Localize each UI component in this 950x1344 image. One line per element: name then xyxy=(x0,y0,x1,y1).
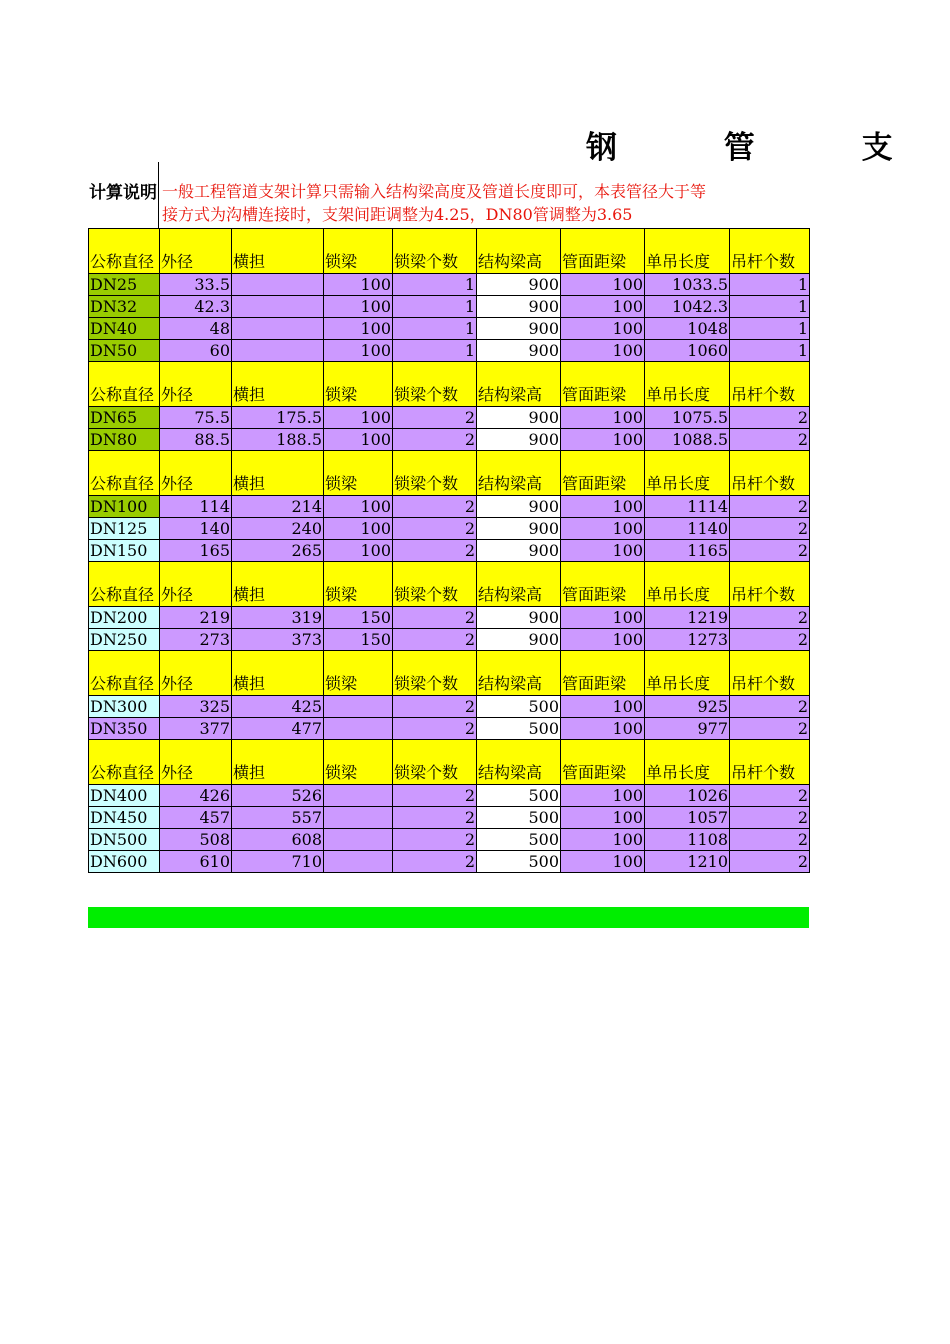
header-row xyxy=(89,451,810,496)
header-lock-beam[interactable]: 锁梁 xyxy=(324,451,393,496)
cell-crossbar[interactable] xyxy=(232,296,324,318)
cell-hanger-length[interactable]: 1026 xyxy=(645,785,730,807)
header-beam-height[interactable]: 结构梁高 xyxy=(477,562,561,607)
cell-lock-beam-count[interactable]: 2 xyxy=(393,429,477,451)
header-crossbar[interactable]: 横担 xyxy=(232,562,324,607)
cell-pipe-to-beam[interactable]: 100 xyxy=(561,429,645,451)
cell-crossbar[interactable]: 425 xyxy=(232,696,324,718)
header-outer-diameter[interactable]: 外径 xyxy=(160,740,232,785)
cell-lock-beam[interactable] xyxy=(324,829,393,851)
cell-crossbar[interactable]: 265 xyxy=(232,540,324,562)
table-row xyxy=(89,496,810,518)
header-crossbar[interactable]: 横担 xyxy=(232,451,324,496)
cell-nominal-diameter[interactable]: DN100 xyxy=(89,496,160,518)
cell-rod-count[interactable]: 2 xyxy=(730,429,810,451)
cell-outer-diameter[interactable]: 426 xyxy=(160,785,232,807)
header-outer-diameter[interactable]: 外径 xyxy=(160,362,232,407)
cell-lock-beam[interactable]: 100 xyxy=(324,429,393,451)
header-rod-count[interactable]: 吊杆个数 xyxy=(730,451,810,496)
cell-crossbar[interactable] xyxy=(232,274,324,296)
table-row xyxy=(89,340,810,362)
cell-beam-height[interactable]: 900 xyxy=(477,407,561,429)
cell-nominal-diameter[interactable]: DN80 xyxy=(89,429,160,451)
cell-nominal-diameter[interactable]: DN400 xyxy=(89,785,160,807)
cell-crossbar[interactable]: 214 xyxy=(232,496,324,518)
note-text xyxy=(162,180,822,226)
header-lock-beam-count[interactable]: 锁梁个数 xyxy=(393,651,477,696)
cell-lock-beam[interactable]: 100 xyxy=(324,540,393,562)
cell-outer-diameter[interactable]: 33.5 xyxy=(160,274,232,296)
table-row xyxy=(89,407,810,429)
header-outer-diameter[interactable]: 外径 xyxy=(160,451,232,496)
table-row xyxy=(89,629,810,651)
cell-lock-beam[interactable]: 100 xyxy=(324,340,393,362)
cell-pipe-to-beam[interactable]: 100 xyxy=(561,807,645,829)
cell-hanger-length[interactable]: 1108 xyxy=(645,829,730,851)
header-nominal-diameter[interactable]: 公称直径 xyxy=(89,229,160,274)
cell-lock-beam[interactable]: 100 xyxy=(324,318,393,340)
cell-outer-diameter[interactable]: 219 xyxy=(160,607,232,629)
cell-pipe-to-beam[interactable]: 100 xyxy=(561,296,645,318)
cell-outer-diameter[interactable]: 273 xyxy=(160,629,232,651)
footer-bar xyxy=(88,907,809,928)
header-lock-beam-count[interactable]: 锁梁个数 xyxy=(393,451,477,496)
cell-outer-diameter[interactable]: 140 xyxy=(160,518,232,540)
header-lock-beam-count[interactable]: 锁梁个数 xyxy=(393,229,477,274)
cell-nominal-diameter[interactable]: DN40 xyxy=(89,318,160,340)
cell-lock-beam[interactable]: 100 xyxy=(324,496,393,518)
cell-hanger-length[interactable]: 1165 xyxy=(645,540,730,562)
header-row xyxy=(89,562,810,607)
header-hanger-length[interactable]: 单吊长度 xyxy=(645,229,730,274)
header-hanger-length[interactable]: 单吊长度 xyxy=(645,451,730,496)
cell-lock-beam-count[interactable]: 2 xyxy=(393,629,477,651)
table-body xyxy=(89,229,810,873)
cell-beam-height[interactable]: 900 xyxy=(477,496,561,518)
cell-lock-beam[interactable] xyxy=(324,807,393,829)
cell-nominal-diameter[interactable]: DN200 xyxy=(89,607,160,629)
cell-pipe-to-beam[interactable]: 100 xyxy=(561,696,645,718)
cell-rod-count[interactable]: 1 xyxy=(730,274,810,296)
cell-crossbar[interactable]: 710 xyxy=(232,851,324,873)
cell-lock-beam-count[interactable]: 2 xyxy=(393,540,477,562)
cell-beam-height[interactable]: 900 xyxy=(477,429,561,451)
cell-crossbar[interactable] xyxy=(232,340,324,362)
cell-outer-diameter[interactable]: 88.5 xyxy=(160,429,232,451)
cell-rod-count[interactable]: 2 xyxy=(730,807,810,829)
cell-crossbar[interactable]: 188.5 xyxy=(232,429,324,451)
divider xyxy=(158,162,159,228)
cell-beam-height[interactable]: 500 xyxy=(477,807,561,829)
cell-lock-beam-count[interactable]: 1 xyxy=(393,340,477,362)
table-row xyxy=(89,296,810,318)
cell-crossbar[interactable]: 319 xyxy=(232,607,324,629)
cell-pipe-to-beam[interactable]: 100 xyxy=(561,407,645,429)
cell-hanger-length[interactable]: 1273 xyxy=(645,629,730,651)
cell-pipe-to-beam[interactable]: 100 xyxy=(561,785,645,807)
header-row xyxy=(89,740,810,785)
cell-lock-beam[interactable] xyxy=(324,696,393,718)
header-nominal-diameter[interactable]: 公称直径 xyxy=(89,451,160,496)
header-rod-count[interactable]: 吊杆个数 xyxy=(730,562,810,607)
cell-crossbar[interactable]: 526 xyxy=(232,785,324,807)
cell-outer-diameter[interactable]: 42.3 xyxy=(160,296,232,318)
cell-hanger-length[interactable]: 977 xyxy=(645,718,730,740)
cell-nominal-diameter[interactable]: DN32 xyxy=(89,296,160,318)
cell-rod-count[interactable]: 1 xyxy=(730,296,810,318)
header-crossbar[interactable]: 横担 xyxy=(232,651,324,696)
cell-outer-diameter[interactable]: 48 xyxy=(160,318,232,340)
cell-hanger-length[interactable]: 1210 xyxy=(645,851,730,873)
cell-hanger-length[interactable]: 1060 xyxy=(645,340,730,362)
header-row xyxy=(89,651,810,696)
header-rod-count[interactable]: 吊杆个数 xyxy=(730,362,810,407)
cell-hanger-length[interactable]: 1140 xyxy=(645,518,730,540)
note-line-1: 一般工程管道支架计算只需输入结构梁高度及管道长度即可，本表管径大于等 xyxy=(162,182,707,201)
table-row xyxy=(89,518,810,540)
cell-hanger-length[interactable]: 1042.3 xyxy=(645,296,730,318)
cell-lock-beam[interactable] xyxy=(324,785,393,807)
cell-lock-beam-count[interactable]: 1 xyxy=(393,318,477,340)
header-rod-count[interactable]: 吊杆个数 xyxy=(730,651,810,696)
header-crossbar[interactable]: 横担 xyxy=(232,362,324,407)
cell-lock-beam-count[interactable]: 2 xyxy=(393,518,477,540)
cell-pipe-to-beam[interactable]: 100 xyxy=(561,540,645,562)
cell-beam-height[interactable]: 900 xyxy=(477,274,561,296)
cell-beam-height[interactable]: 900 xyxy=(477,629,561,651)
cell-hanger-length[interactable]: 1033.5 xyxy=(645,274,730,296)
cell-pipe-to-beam[interactable]: 100 xyxy=(561,318,645,340)
cell-nominal-diameter[interactable]: DN450 xyxy=(89,807,160,829)
header-beam-height[interactable]: 结构梁高 xyxy=(477,651,561,696)
cell-nominal-diameter[interactable]: DN125 xyxy=(89,518,160,540)
header-nominal-diameter[interactable]: 公称直径 xyxy=(89,562,160,607)
table-row xyxy=(89,696,810,718)
cell-hanger-length[interactable]: 1057 xyxy=(645,807,730,829)
cell-lock-beam-count[interactable]: 2 xyxy=(393,496,477,518)
table-row xyxy=(89,785,810,807)
header-beam-height[interactable]: 结构梁高 xyxy=(477,451,561,496)
header-lock-beam-count[interactable]: 锁梁个数 xyxy=(393,362,477,407)
cell-lock-beam-count[interactable]: 2 xyxy=(393,785,477,807)
cell-nominal-diameter[interactable]: DN600 xyxy=(89,851,160,873)
table-row xyxy=(89,318,810,340)
cell-pipe-to-beam[interactable]: 100 xyxy=(561,851,645,873)
cell-rod-count[interactable]: 2 xyxy=(730,851,810,873)
cell-outer-diameter[interactable]: 325 xyxy=(160,696,232,718)
header-nominal-diameter[interactable]: 公称直径 xyxy=(89,740,160,785)
cell-nominal-diameter[interactable]: DN25 xyxy=(89,274,160,296)
cell-outer-diameter[interactable]: 610 xyxy=(160,851,232,873)
header-crossbar[interactable]: 横担 xyxy=(232,740,324,785)
header-lock-beam-count[interactable]: 锁梁个数 xyxy=(393,740,477,785)
table-row xyxy=(89,829,810,851)
cell-pipe-to-beam[interactable]: 100 xyxy=(561,274,645,296)
cell-crossbar[interactable] xyxy=(232,318,324,340)
cell-rod-count[interactable]: 2 xyxy=(730,407,810,429)
cell-rod-count[interactable]: 2 xyxy=(730,607,810,629)
cell-crossbar[interactable]: 477 xyxy=(232,718,324,740)
header-lock-beam[interactable]: 锁梁 xyxy=(324,740,393,785)
header-rod-count[interactable]: 吊杆个数 xyxy=(730,740,810,785)
header-lock-beam[interactable]: 锁梁 xyxy=(324,229,393,274)
cell-lock-beam[interactable]: 100 xyxy=(324,518,393,540)
cell-beam-height[interactable]: 500 xyxy=(477,851,561,873)
cell-beam-height[interactable]: 900 xyxy=(477,340,561,362)
cell-nominal-diameter[interactable]: DN300 xyxy=(89,696,160,718)
cell-hanger-length[interactable]: 1219 xyxy=(645,607,730,629)
header-hanger-length[interactable]: 单吊长度 xyxy=(645,740,730,785)
header-crossbar[interactable]: 横担 xyxy=(232,229,324,274)
header-rod-count[interactable]: 吊杆个数 xyxy=(730,229,810,274)
header-row xyxy=(89,229,810,274)
cell-beam-height[interactable]: 900 xyxy=(477,518,561,540)
cell-pipe-to-beam[interactable]: 100 xyxy=(561,496,645,518)
cell-rod-count[interactable]: 2 xyxy=(730,496,810,518)
cell-crossbar[interactable]: 373 xyxy=(232,629,324,651)
table-row xyxy=(89,274,810,296)
header-lock-beam[interactable]: 锁梁 xyxy=(324,562,393,607)
cell-lock-beam[interactable] xyxy=(324,851,393,873)
cell-outer-diameter[interactable]: 457 xyxy=(160,807,232,829)
cell-rod-count[interactable]: 2 xyxy=(730,540,810,562)
header-beam-height[interactable]: 结构梁高 xyxy=(477,229,561,274)
cell-pipe-to-beam[interactable]: 100 xyxy=(561,518,645,540)
cell-hanger-length[interactable]: 1088.5 xyxy=(645,429,730,451)
cell-rod-count[interactable]: 1 xyxy=(730,340,810,362)
header-lock-beam[interactable]: 锁梁 xyxy=(324,362,393,407)
header-beam-height[interactable]: 结构梁高 xyxy=(477,362,561,407)
cell-beam-height[interactable]: 900 xyxy=(477,540,561,562)
header-outer-diameter[interactable]: 外径 xyxy=(160,651,232,696)
cell-beam-height[interactable]: 500 xyxy=(477,696,561,718)
note-line-2: 接方式为沟槽连接时，支架间距调整为4.25，DN80管调整为3.65 xyxy=(162,205,633,224)
cell-rod-count[interactable]: 1 xyxy=(730,318,810,340)
cell-lock-beam-count[interactable]: 1 xyxy=(393,296,477,318)
cell-lock-beam-count[interactable]: 2 xyxy=(393,851,477,873)
header-nominal-diameter[interactable]: 公称直径 xyxy=(89,651,160,696)
cell-lock-beam-count[interactable]: 1 xyxy=(393,274,477,296)
cell-rod-count[interactable]: 2 xyxy=(730,785,810,807)
table-row xyxy=(89,429,810,451)
header-hanger-length[interactable]: 单吊长度 xyxy=(645,562,730,607)
cell-nominal-diameter[interactable]: DN500 xyxy=(89,829,160,851)
header-pipe-to-beam[interactable]: 管面距梁 xyxy=(561,362,645,407)
cell-pipe-to-beam[interactable]: 100 xyxy=(561,829,645,851)
cell-rod-count[interactable]: 2 xyxy=(730,718,810,740)
header-pipe-to-beam[interactable]: 管面距梁 xyxy=(561,740,645,785)
cell-outer-diameter[interactable]: 60 xyxy=(160,340,232,362)
cell-lock-beam[interactable]: 100 xyxy=(324,274,393,296)
table-row xyxy=(89,607,810,629)
cell-lock-beam-count[interactable]: 2 xyxy=(393,607,477,629)
note-label: 计算说明 xyxy=(89,183,157,203)
header-outer-diameter[interactable]: 外径 xyxy=(160,562,232,607)
cell-outer-diameter[interactable]: 114 xyxy=(160,496,232,518)
cell-rod-count[interactable]: 2 xyxy=(730,829,810,851)
cell-outer-diameter[interactable]: 508 xyxy=(160,829,232,851)
page-title: 钢 管 支 xyxy=(586,130,941,166)
header-outer-diameter[interactable]: 外径 xyxy=(160,229,232,274)
cell-hanger-length[interactable]: 1075.5 xyxy=(645,407,730,429)
cell-beam-height[interactable]: 500 xyxy=(477,829,561,851)
cell-nominal-diameter[interactable]: DN350 xyxy=(89,718,160,740)
cell-beam-height[interactable]: 900 xyxy=(477,296,561,318)
header-nominal-diameter[interactable]: 公称直径 xyxy=(89,362,160,407)
cell-crossbar[interactable]: 240 xyxy=(232,518,324,540)
header-pipe-to-beam[interactable]: 管面距梁 xyxy=(561,229,645,274)
cell-lock-beam-count[interactable]: 2 xyxy=(393,696,477,718)
cell-hanger-length[interactable]: 925 xyxy=(645,696,730,718)
table-row xyxy=(89,807,810,829)
cell-lock-beam-count[interactable]: 2 xyxy=(393,407,477,429)
cell-rod-count[interactable]: 2 xyxy=(730,629,810,651)
cell-lock-beam[interactable]: 150 xyxy=(324,629,393,651)
cell-lock-beam[interactable]: 150 xyxy=(324,607,393,629)
cell-hanger-length[interactable]: 1048 xyxy=(645,318,730,340)
cell-nominal-diameter[interactable]: DN250 xyxy=(89,629,160,651)
cell-pipe-to-beam[interactable]: 100 xyxy=(561,718,645,740)
cell-beam-height[interactable]: 500 xyxy=(477,718,561,740)
header-row xyxy=(89,362,810,407)
table-row xyxy=(89,851,810,873)
table-row xyxy=(89,540,810,562)
cell-pipe-to-beam[interactable]: 100 xyxy=(561,629,645,651)
cell-nominal-diameter[interactable]: DN50 xyxy=(89,340,160,362)
header-pipe-to-beam[interactable]: 管面距梁 xyxy=(561,451,645,496)
header-lock-beam[interactable]: 锁梁 xyxy=(324,651,393,696)
cell-lock-beam[interactable]: 100 xyxy=(324,296,393,318)
cell-rod-count[interactable]: 2 xyxy=(730,696,810,718)
cell-outer-diameter[interactable]: 377 xyxy=(160,718,232,740)
cell-nominal-diameter[interactable]: DN65 xyxy=(89,407,160,429)
cell-hanger-length[interactable]: 1114 xyxy=(645,496,730,518)
pipe-support-table xyxy=(88,228,810,873)
cell-lock-beam[interactable] xyxy=(324,718,393,740)
header-hanger-length[interactable]: 单吊长度 xyxy=(645,362,730,407)
cell-lock-beam-count[interactable]: 2 xyxy=(393,807,477,829)
cell-rod-count[interactable]: 2 xyxy=(730,518,810,540)
header-pipe-to-beam[interactable]: 管面距梁 xyxy=(561,562,645,607)
cell-pipe-to-beam[interactable]: 100 xyxy=(561,607,645,629)
cell-beam-height[interactable]: 900 xyxy=(477,607,561,629)
cell-outer-diameter[interactable]: 75.5 xyxy=(160,407,232,429)
cell-lock-beam-count[interactable]: 2 xyxy=(393,718,477,740)
cell-beam-height[interactable]: 500 xyxy=(477,785,561,807)
cell-lock-beam-count[interactable]: 2 xyxy=(393,829,477,851)
cell-outer-diameter[interactable]: 165 xyxy=(160,540,232,562)
cell-crossbar[interactable]: 557 xyxy=(232,807,324,829)
cell-pipe-to-beam[interactable]: 100 xyxy=(561,340,645,362)
header-pipe-to-beam[interactable]: 管面距梁 xyxy=(561,651,645,696)
cell-lock-beam[interactable]: 100 xyxy=(324,407,393,429)
cell-nominal-diameter[interactable]: DN150 xyxy=(89,540,160,562)
table-row xyxy=(89,718,810,740)
header-hanger-length[interactable]: 单吊长度 xyxy=(645,651,730,696)
cell-crossbar[interactable]: 175.5 xyxy=(232,407,324,429)
header-lock-beam-count[interactable]: 锁梁个数 xyxy=(393,562,477,607)
cell-beam-height[interactable]: 900 xyxy=(477,318,561,340)
header-beam-height[interactable]: 结构梁高 xyxy=(477,740,561,785)
cell-crossbar[interactable]: 608 xyxy=(232,829,324,851)
